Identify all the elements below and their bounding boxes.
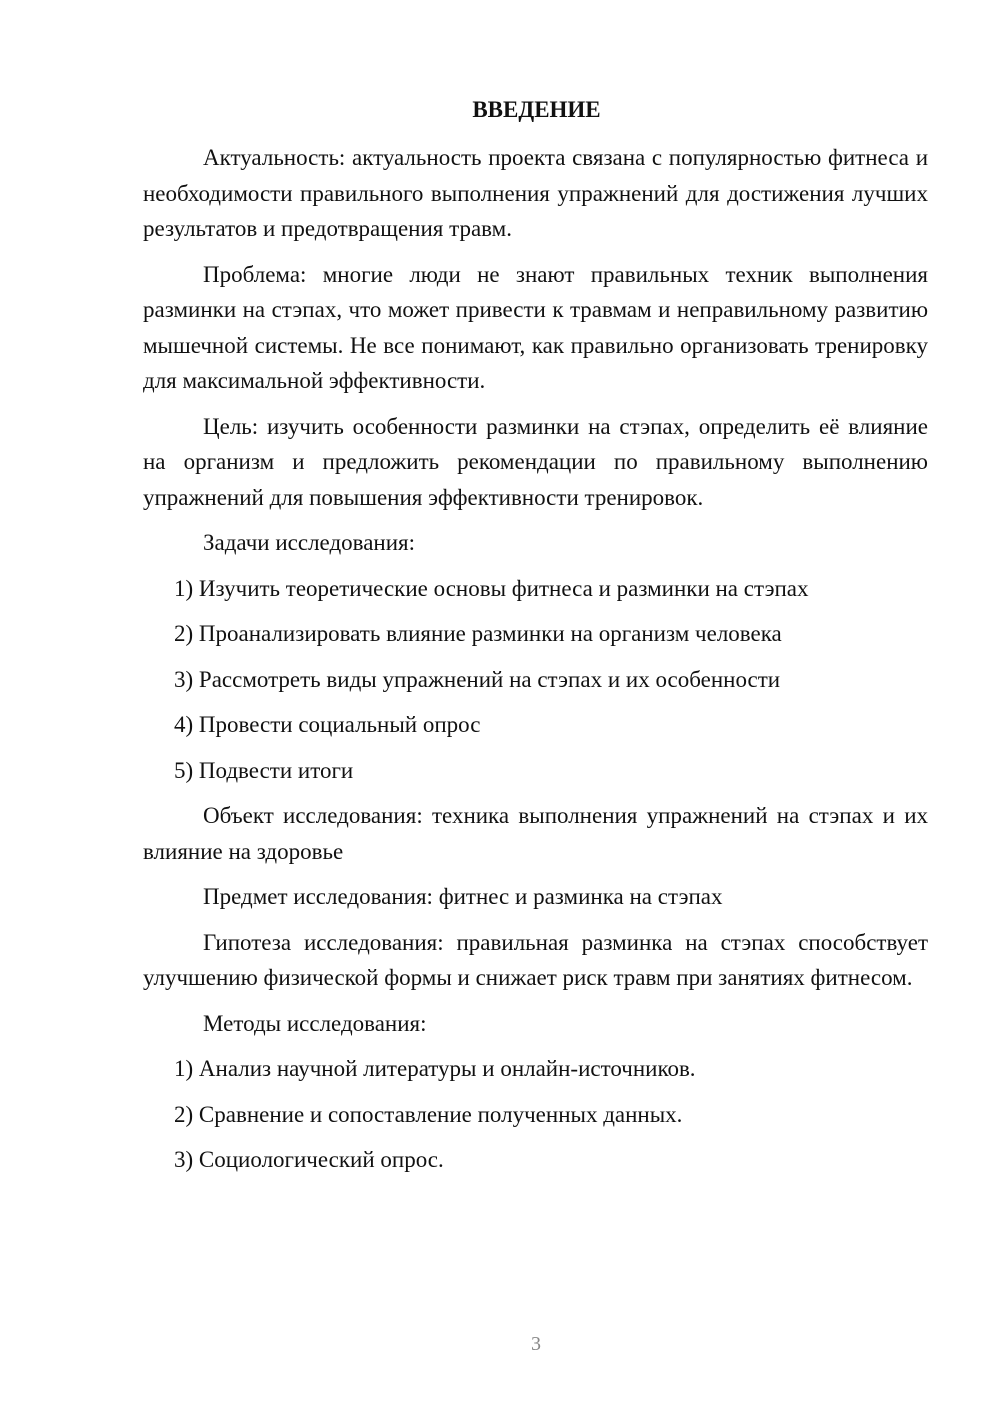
list-item: 1) Анализ научной литературы и онлайн-источников. <box>174 1056 696 1081</box>
page-title: ВВЕДЕНИЕ <box>472 97 601 122</box>
list-item: 3) Рассмотреть виды упражнений на стэпах и их особенности <box>174 666 781 692</box>
subject-paragraph: Предмет исследования: фитнес и разминка на стэпах <box>203 884 723 909</box>
list-item: 2) Проанализировать влияние разминки на организм человека <box>174 621 782 646</box>
list-item: 5) Подвести итоги <box>174 757 354 783</box>
document-page <box>143 93 928 1188</box>
hypothesis-paragraph: Гипотеза исследования: правильная разминка на стэпах способствует улучшению физической формы и снижает риск травм при занятиях фитнесом. <box>143 929 928 990</box>
list-item: 3) Социологический опрос. <box>174 1147 444 1172</box>
methods-heading: Методы исследования: <box>203 1010 427 1036</box>
goal-paragraph: Цель: изучить особенности разминки на стэпах, определить её влияние на организм и предложить рекомендации по правильному выполнению упражнений для повышения эффективности тренировок. <box>143 413 928 510</box>
page-number: 3 <box>531 1333 541 1355</box>
problem-paragraph: Проблема: многие люди не знают правильных техник выполнения разминки на стэпах, что может привести к травмам и неправильному развитию мышечной системы. Не все понимают, как правильно организовать тренировку для максимальной эффективности. <box>143 261 928 393</box>
relevance-paragraph: Актуальность: актуальность проекта связана с популярностью фитнеса и необходимости правильного выполнения упражнений для достижения лучших результатов и предотвращения травм. <box>143 145 928 241</box>
tasks-heading: Задачи исследования: <box>203 530 416 555</box>
list-item: 4) Провести социальный опрос <box>174 712 481 737</box>
list-item: 1) Изучить теоретические основы фитнеса и разминки на стэпах <box>174 575 809 601</box>
tasks-list <box>143 571 928 789</box>
object-paragraph: Объект исследования: техника выполнения упражнений на стэпах и их влияние на здоровье <box>143 803 928 864</box>
list-item: 2) Сравнение и сопоставление полученных данных. <box>174 1101 683 1127</box>
methods-list <box>143 1051 928 1178</box>
